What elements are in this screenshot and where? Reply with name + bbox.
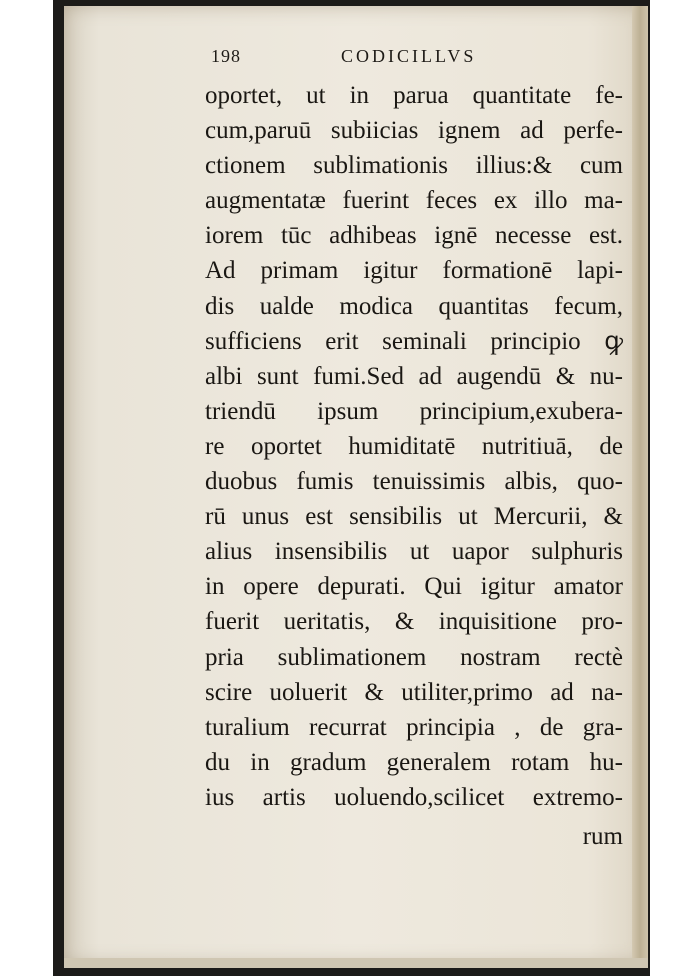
text-line: duobus fumis tenuissimis albis, quo- (205, 468, 623, 496)
text-line: oportet, ut in parua quantitate fe- (205, 82, 623, 109)
text-line: pria sublimationem nostram rectè (205, 643, 623, 671)
page-fore-edge (632, 6, 648, 964)
text-line: Ad primam igitur formationē lapi- (205, 257, 623, 285)
text-line: rū unus est sensibilis ut Mercurii, & (205, 503, 623, 531)
text-line: cum,paruū subiicias ignem ad perfe- (205, 117, 623, 145)
page-header (211, 46, 511, 70)
text-line: du in gradum generalem rotam hu- (205, 748, 623, 776)
text-line: triendū ipsum principium,exubera- (205, 397, 623, 425)
text-line: dis ualde modica quantitas fecum, (205, 292, 623, 320)
text-line: albi sunt fumi.Sed ad augendū & nu- (205, 362, 623, 390)
body-text (205, 78, 623, 854)
text-line: iorem tūc adhibeas ignē necesse est. (205, 222, 623, 250)
text-line: fuerit ueritatis, & inquisitione pro- (205, 608, 623, 636)
text-line: turalium recurrat principia , de gra- (205, 713, 623, 741)
page-bottom-edge (64, 958, 648, 968)
text-line: in opere depurati. Qui igitur amator (205, 573, 623, 601)
text-line: ctionem sublimationis illius:& cum (205, 152, 623, 180)
page-number: 198 (211, 46, 241, 66)
text-line: scire uoluerit & utiliter,primo ad na- (205, 678, 623, 706)
text-line: augmentatæ fuerint feces ex illo ma- (205, 187, 623, 215)
text-line: alius insensibilis ut uapor sulphuris (205, 538, 623, 566)
running-head: CODICILLVS (341, 46, 477, 66)
text-line: ius artis uoluendo,scilicet extremo- (205, 783, 623, 811)
text-line: sufficiens erit seminali principio ꝙ (205, 327, 623, 355)
catchword: rum (582, 822, 623, 850)
text-line: re oportet humiditatē nutritiuā, de (205, 432, 623, 460)
